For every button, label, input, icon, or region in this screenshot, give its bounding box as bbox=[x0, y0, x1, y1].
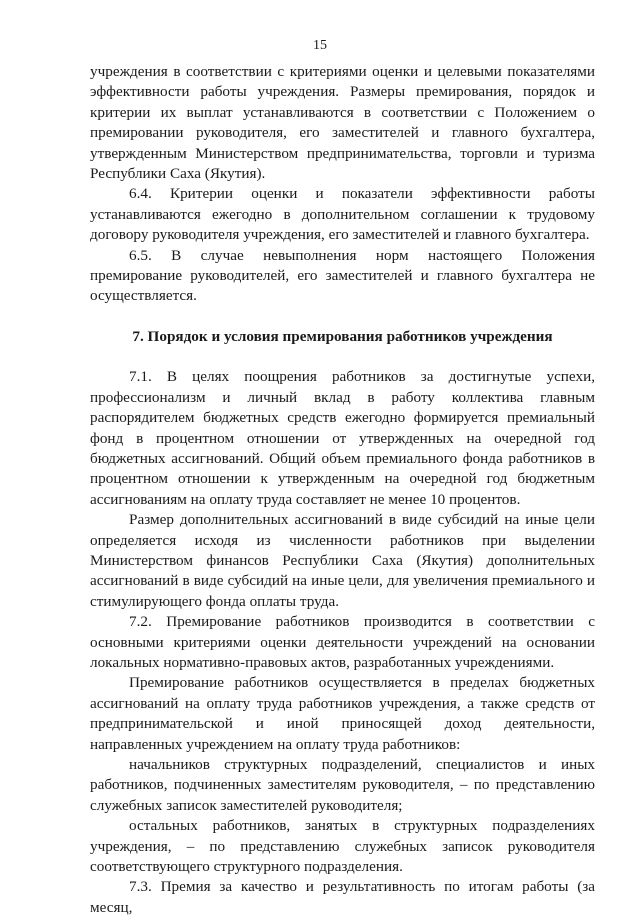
paragraph: учреждения в соответствии с критериями оценки и целевыми показателями эффективности работы учреждения. Размеры премирования, порядок и критерии их выплат устанавливаются в соответствии с Положением о премировании руководителя, его заместителей и главного бухгалтера, утвержденным Министерством предпринимательства, торговли и туризма Республики Саха (Якутия). bbox=[90, 63, 595, 183]
paragraph: Премирование работников осуществляется в пределах бюджетных ассигнований на оплату труда работников учреждения, а также средств от предпринимательской и иной приносящей доход деятельности, направленных учреждением на оплату труда работников: bbox=[90, 674, 595, 753]
paragraph: остальных работников, занятых в структурных подразделениях учреждения, – по представлению служебных записок руководителя соответствующего структурного подразделения. bbox=[90, 817, 595, 876]
paragraph: Размер дополнительных ассигнований в виде субсидий на иные цели определяется исходя из численности работников при выделении Министерством финансов Республики Саха (Якутия) дополнительных ассигнований в виде субсидий на иные цели, для увеличения премиального и стимулирующего фонда оплаты труда. bbox=[90, 511, 595, 610]
document-body bbox=[90, 62, 595, 918]
paragraph: 7.3. Премия за качество и результативность по итогам работы (за месяц, bbox=[90, 878, 595, 916]
paragraph: 6.5. В случае невыполнения норм настоящего Положения премирование руководителей, его заместителей и главного бухгалтера не осуществляется. bbox=[90, 246, 595, 305]
paragraph: 6.4. Критерии оценки и показатели эффективности работы устанавливаются ежегодно в дополнительном соглашении к трудовому договору руководителя учреждения, его заместителей и главного бухгалтера. bbox=[90, 185, 595, 244]
paragraph: начальников структурных подразделений, специалистов и иных работников, подчиненных заместителям руководителя, – по представлению служебных записок заместителей руководителя; bbox=[90, 756, 595, 814]
section-heading: 7. Порядок и условия премирования работников учреждения bbox=[132, 327, 553, 345]
paragraph: 7.1. В целях поощрения работников за достигнутые успехи, профессионализм и личный вклад в работу коллектива главным распорядителем бюджетных средств ежегодно формируется премиальный фонд в процентном отношении от утвержденных на очередной год бюджетных ассигнований. Общий объем премиального фонда работников в процентном отношении к утвержденным на очередной год бюджетным ассигнованиям на оплату труда составляет не менее 10 процентов. bbox=[90, 368, 595, 508]
page-number: 15 bbox=[313, 38, 327, 53]
paragraph: 7.2. Премирование работников производится в соответствии с основными критериями оценки деятельности учреждений на основании локальных нормативно-правовых актов, разработанных учреждениями. bbox=[90, 613, 595, 671]
